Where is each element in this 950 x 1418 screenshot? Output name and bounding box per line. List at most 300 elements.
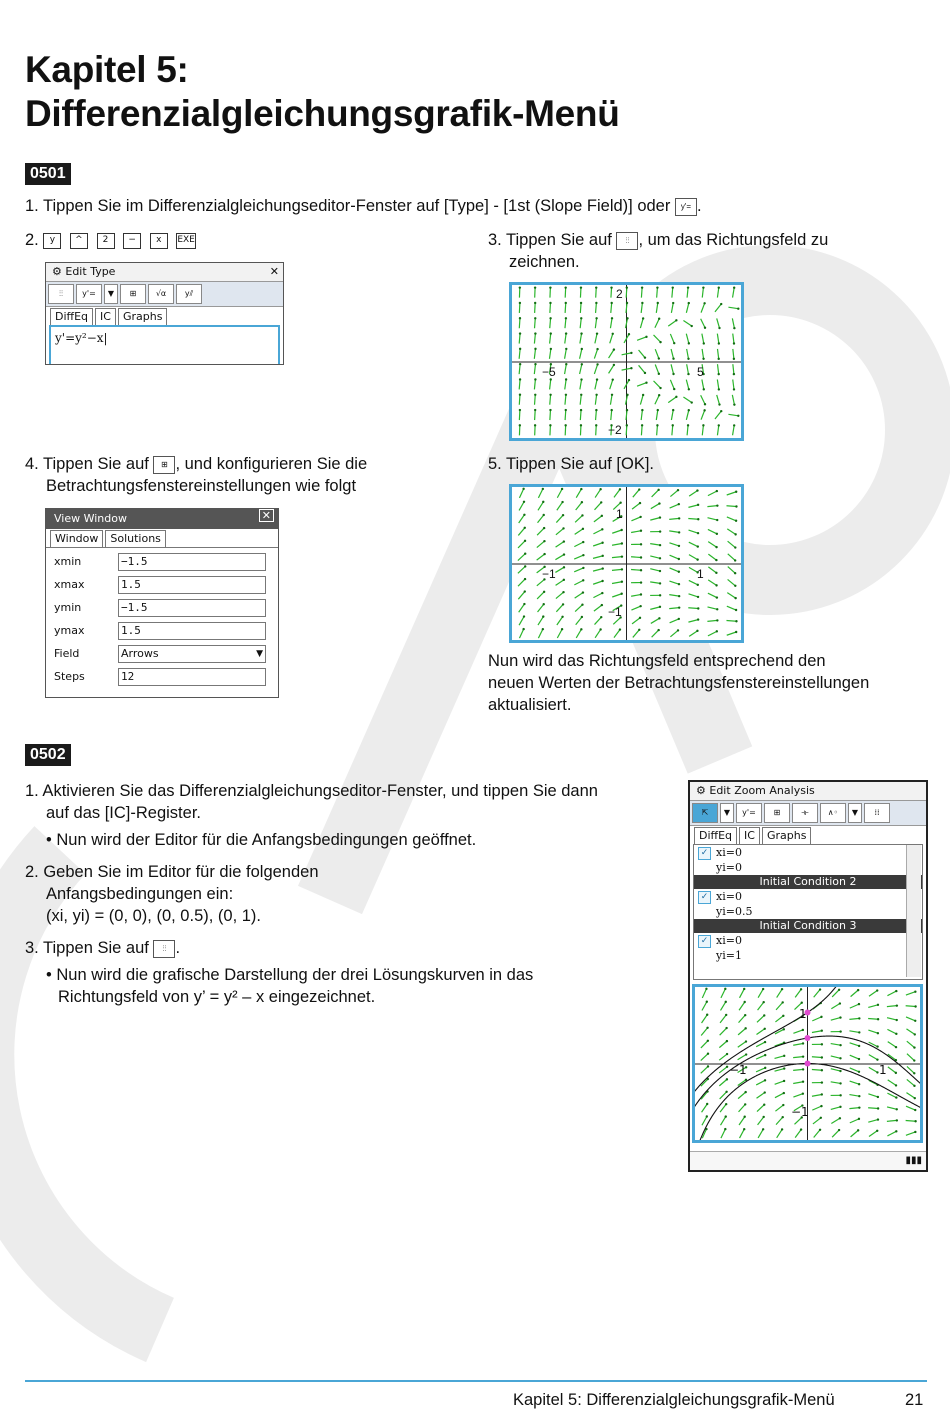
arrow-head	[762, 988, 764, 990]
arrow-head	[561, 628, 563, 630]
menu-zoom[interactable]: Zoom	[734, 784, 766, 797]
type-icon[interactable]: y'=	[76, 284, 102, 304]
slope-arrow	[595, 617, 602, 624]
gear-icon[interactable]: ⚙	[696, 784, 706, 797]
arrow-head	[599, 628, 601, 630]
steps-field[interactable]: 12	[118, 668, 266, 686]
slope-arrow	[565, 379, 566, 389]
slope-arrow	[535, 395, 536, 405]
slope-arrow	[831, 1107, 841, 1110]
slope-field-arrows	[512, 285, 741, 438]
arrow-head	[877, 1018, 879, 1020]
slope-arrow	[596, 425, 597, 435]
slope-arrow	[580, 395, 581, 405]
arrow-head	[562, 603, 564, 605]
slope-arrow	[720, 1104, 726, 1112]
arrow-head	[601, 592, 603, 594]
arrow-head	[706, 1103, 708, 1105]
slope-arrow	[639, 350, 645, 358]
close-icon[interactable]: ✕	[259, 509, 274, 522]
slope-arrow	[831, 1118, 840, 1123]
arrow-head	[702, 424, 704, 426]
slope-arrow	[831, 1082, 841, 1084]
arrow-head	[659, 594, 661, 596]
arrow-head	[678, 618, 680, 620]
arrow-head	[678, 595, 680, 597]
arrow-head	[534, 286, 536, 288]
slope-arrow	[849, 1031, 859, 1033]
slope-arrow	[687, 425, 688, 435]
slope-arrow	[689, 530, 699, 533]
slope-arrow	[556, 592, 564, 598]
field-select[interactable]: Arrows ▼	[118, 645, 266, 663]
slope-arrow	[550, 395, 551, 405]
ymax-field[interactable]: 1.5	[118, 622, 266, 640]
slope-arrow	[728, 541, 736, 547]
tab-ic[interactable]: IC	[739, 827, 760, 844]
sketch-icon[interactable]: ∧◦	[820, 803, 846, 823]
editor-tabs	[46, 307, 283, 325]
toolbar	[690, 801, 926, 826]
slope-arrow	[669, 581, 679, 584]
check-icon[interactable]: ✓	[698, 935, 711, 948]
arrow-head	[745, 1040, 747, 1042]
arrow-head	[522, 488, 524, 490]
slope-arrow	[683, 320, 691, 326]
slope-arrow	[565, 303, 566, 313]
slope-arrow	[721, 1117, 726, 1126]
ic-line[interactable]: ✓ xi=0	[694, 845, 922, 860]
arrow-head	[640, 581, 642, 583]
slope-arrow	[702, 1117, 707, 1126]
arrow-head	[688, 342, 690, 344]
arrow-head	[641, 424, 643, 426]
slope-arrow	[906, 1121, 916, 1122]
arrow-head	[644, 372, 646, 374]
slope-arrow	[721, 989, 725, 998]
slope-arrow	[668, 397, 676, 403]
arrow-head	[702, 358, 704, 360]
arrow-head	[733, 403, 735, 405]
step-5-note: Nun wird das Richtungsfeld entsprechend den neuen Werten der Betrachtungsfenstereinstellungen aktualisiert.	[488, 652, 870, 714]
arrow-head	[612, 333, 614, 335]
slope-arrow	[688, 519, 698, 520]
ic-solution-graph	[692, 984, 923, 1143]
arrow-head	[612, 378, 614, 380]
tab-graphs[interactable]: Graphs	[118, 308, 167, 325]
ic-line[interactable]: yi=1	[716, 949, 742, 962]
arrow-head	[580, 394, 582, 396]
slope-arrow	[538, 515, 544, 523]
arrow-head	[602, 567, 604, 569]
slope-arrow	[689, 555, 698, 560]
slope-arrow	[580, 380, 582, 390]
arrow-head	[913, 1085, 915, 1087]
slope-arrow	[519, 410, 520, 420]
slope-arrow	[640, 395, 643, 405]
arrow-head	[619, 502, 621, 504]
slope-arrow	[555, 567, 564, 572]
arrow-head	[596, 378, 598, 380]
slope-arrow	[519, 349, 520, 359]
arrow-head	[534, 302, 536, 304]
slope-arrow	[574, 542, 583, 547]
arrow-head	[877, 1107, 879, 1109]
slope-arrow	[887, 1029, 896, 1033]
arrow-head	[705, 988, 707, 990]
slope-arrow	[756, 1080, 765, 1085]
slope-arrow	[593, 581, 602, 584]
arrow-head	[550, 332, 552, 334]
arrow-head	[839, 1082, 841, 1084]
arrow-head	[549, 409, 551, 411]
slope-arrow	[669, 543, 679, 546]
slope-arrow	[614, 630, 620, 638]
slope-arrow	[728, 554, 735, 561]
arrow-head	[621, 555, 623, 557]
arrow-head	[639, 502, 641, 504]
arrow-head	[896, 1108, 898, 1110]
tab-solutions[interactable]: Solutions	[105, 530, 166, 547]
arrow-head	[735, 609, 737, 611]
slope-arrow	[793, 1030, 802, 1033]
slope-arrow	[518, 554, 525, 561]
arrow-head	[821, 1056, 823, 1058]
slope-arrow	[670, 568, 679, 572]
arrow-head	[534, 394, 536, 396]
arrow-head	[716, 596, 718, 598]
arrow-head	[895, 1130, 897, 1132]
arrow-head	[839, 1070, 841, 1072]
arrow-head	[716, 608, 718, 610]
arrow-head	[876, 1045, 878, 1047]
check-icon[interactable]: ✓	[698, 847, 711, 860]
slope-arrow	[639, 365, 645, 373]
arrow-head	[563, 566, 565, 568]
arrow-head	[642, 317, 644, 319]
slope-arrow	[519, 395, 520, 405]
slope-arrow	[708, 607, 718, 609]
arrow-head	[658, 373, 660, 375]
arrow-head	[565, 348, 567, 350]
step-2: 2. y ^ 2 − x EXE	[25, 231, 195, 249]
arrow-head	[802, 1029, 804, 1031]
slope-arrow	[777, 989, 782, 997]
slope-arrow	[688, 620, 698, 623]
slope-arrow	[758, 1129, 763, 1138]
menu-bar	[46, 263, 283, 282]
slope-arrow	[518, 528, 524, 536]
ic-line[interactable]: yi=0	[716, 861, 742, 874]
chevron-down-icon: ▼	[256, 648, 263, 659]
arrow-head	[534, 424, 536, 426]
arrow-head	[640, 543, 642, 545]
arrow-head	[716, 619, 718, 621]
slope-field-icon: ⫶⫶	[616, 232, 638, 250]
check-icon[interactable]: ✓	[698, 891, 711, 904]
arrow-head	[896, 1119, 898, 1121]
arrow-head	[564, 424, 566, 426]
slope-arrow	[849, 1018, 859, 1019]
slope-arrow	[518, 579, 525, 586]
scrollbar[interactable]	[906, 845, 921, 977]
slope-arrow	[687, 288, 688, 298]
ymin-field[interactable]: −1.5	[118, 599, 266, 617]
arrow-head	[601, 604, 603, 606]
slope-arrow	[701, 303, 705, 312]
slope-arrow	[888, 1080, 896, 1086]
arrow-head	[611, 394, 613, 396]
arrow-head	[802, 1068, 804, 1070]
slope-arrow	[756, 1068, 765, 1072]
arrow-head	[744, 1001, 746, 1003]
gear-icon[interactable]: ⚙	[52, 265, 62, 278]
slope-arrow	[708, 631, 717, 636]
ic-line[interactable]: ✓ xi=0	[694, 933, 922, 948]
xmax-field[interactable]: 1.5	[118, 576, 266, 594]
tab-graphs[interactable]: Graphs	[762, 827, 811, 844]
arrow-head	[581, 363, 583, 365]
slope-arrow	[813, 1118, 821, 1124]
arrow-head	[783, 1092, 785, 1094]
slope-arrow	[534, 379, 535, 389]
pointer-icon[interactable]: ⇱	[692, 803, 718, 823]
arrow-head	[639, 516, 641, 518]
tab-diffeq[interactable]: DiffEq	[694, 827, 737, 844]
slope-arrow	[576, 502, 582, 510]
slope-arrow	[887, 1018, 897, 1020]
slope-arrow	[717, 364, 718, 374]
slope-arrow	[626, 288, 627, 298]
view-window-icon[interactable]: ⊞	[764, 803, 790, 823]
slope-arrow	[702, 1002, 707, 1011]
arrow-head	[580, 332, 582, 334]
slope-arrow	[727, 593, 735, 598]
menu-type[interactable]: Type	[90, 265, 116, 278]
arrow-head	[644, 356, 646, 358]
slope-arrow	[565, 410, 566, 420]
slope-arrow	[719, 1079, 727, 1086]
arrow-head	[783, 1067, 785, 1069]
slope-arrow	[633, 490, 639, 498]
arrow-head	[781, 1128, 783, 1130]
slope-arrow	[708, 580, 716, 585]
slope-arrow	[672, 425, 673, 435]
arrow-head	[658, 502, 660, 504]
slope-arrow	[612, 530, 621, 533]
slope-arrow	[631, 531, 641, 533]
slope-arrow	[887, 991, 896, 996]
slope-arrow	[683, 397, 691, 403]
slope-arrow	[732, 395, 734, 405]
slope-arrow	[670, 555, 679, 559]
slope-arrow	[671, 303, 673, 313]
arrow-head	[565, 394, 567, 396]
slope-arrow	[758, 1002, 764, 1010]
slope-arrow	[565, 364, 567, 374]
arrow-head	[858, 1095, 860, 1097]
x-axis-label-right: 1	[879, 1063, 887, 1077]
arrow-head	[839, 1016, 841, 1018]
ic-editor-screen	[688, 780, 928, 1172]
slope-arrow	[775, 1016, 783, 1022]
arrow-head	[523, 514, 525, 516]
slope-arrow	[594, 364, 597, 373]
slope-arrow	[869, 1067, 878, 1072]
arrow-head	[725, 1027, 727, 1029]
slope-arrow	[775, 1069, 785, 1072]
slope-arrow	[641, 288, 642, 298]
arrow-head	[582, 579, 584, 581]
arrow-head	[718, 403, 720, 405]
slope-arrow	[593, 529, 602, 534]
arrow-head	[641, 286, 643, 288]
sqrt-icon[interactable]: √α	[148, 284, 174, 304]
slope-arrow	[609, 350, 614, 358]
slope-arrow	[688, 608, 698, 609]
arrow-head	[565, 302, 567, 304]
slope-arrow	[518, 566, 525, 573]
arrow-head	[595, 302, 597, 304]
arrow-head	[565, 409, 567, 411]
slope-arrow	[610, 334, 613, 344]
slope-arrow	[868, 1094, 877, 1097]
arrow-head	[744, 1091, 746, 1093]
slope-arrow	[596, 410, 597, 420]
arrow-head	[743, 1128, 745, 1130]
arrow-head	[718, 327, 720, 329]
arrow-head	[715, 584, 717, 586]
slope-arrow	[727, 529, 735, 534]
equation-input[interactable]: y'=y²−x|	[49, 325, 280, 365]
table-icon[interactable]: ⁞⁞	[864, 803, 890, 823]
step-3: 3. Tippen Sie auf ⫶⫶ , um das Richtungsfeld zu zeichnen.	[488, 231, 829, 271]
arrow-head	[524, 565, 526, 567]
menu-edit[interactable]: Edit	[65, 265, 87, 278]
slope-arrow	[550, 410, 551, 420]
arrow-head	[688, 409, 690, 411]
arrow-head	[781, 988, 783, 990]
slope-arrow	[733, 364, 734, 374]
arrow-head	[519, 317, 521, 319]
ic-line[interactable]: ✓ xi=0	[694, 889, 922, 904]
arrow-head	[821, 1069, 823, 1071]
close-icon[interactable]: ✕	[269, 265, 279, 278]
graph-icon[interactable]: y⫽	[176, 284, 202, 304]
arrow-head	[602, 555, 604, 557]
arrow-head	[802, 1093, 804, 1095]
arrow-head	[601, 528, 603, 530]
slope-arrow	[832, 1130, 839, 1137]
arrow-head	[580, 628, 582, 630]
arrow-head	[610, 409, 612, 411]
slope-arrow	[869, 1055, 878, 1060]
tab-window[interactable]: Window	[50, 530, 103, 547]
slope-arrow	[670, 504, 679, 508]
slope-arrow	[701, 395, 705, 404]
arrow-head	[620, 529, 622, 531]
slope-arrow	[595, 334, 597, 344]
arrow-head	[763, 1014, 765, 1016]
chevron-down-icon[interactable]: ▼	[848, 803, 862, 823]
arrow-head	[564, 286, 566, 288]
slope-arrow	[519, 303, 520, 313]
slope-arrow	[793, 1094, 802, 1097]
slope-arrow	[537, 592, 544, 599]
view-window-icon[interactable]: ⊞	[120, 284, 146, 304]
slope-arrow	[740, 989, 745, 998]
arrow-head	[626, 409, 628, 411]
slope-arrow	[793, 1043, 803, 1045]
slope-arrow	[868, 1108, 878, 1109]
ic-line[interactable]: yi=0.5	[716, 905, 753, 918]
arrow-head	[542, 615, 544, 617]
slope-arrow	[739, 1002, 745, 1010]
arrow-head	[707, 1052, 709, 1054]
slope-arrow	[637, 337, 646, 340]
chevron-down-icon[interactable]: ▼	[720, 803, 734, 823]
arrow-head	[802, 1042, 804, 1044]
arrow-head	[657, 489, 659, 491]
arrow-head	[895, 1033, 897, 1035]
xmin-field[interactable]: −1.5	[118, 553, 266, 571]
chevron-down-icon[interactable]: ▼	[104, 284, 118, 304]
slope-arrow	[702, 349, 703, 359]
arrow-head	[733, 424, 735, 426]
slope-arrow	[812, 1106, 821, 1110]
arrow-head	[895, 990, 897, 992]
tab-ic[interactable]: IC	[95, 308, 116, 325]
menu-analysis[interactable]: Analysis	[769, 784, 815, 797]
slope-arrow	[715, 411, 721, 419]
slope-arrow	[733, 334, 734, 344]
arrow-head	[783, 1055, 785, 1057]
slope-arrow	[519, 379, 520, 389]
arrow-head	[524, 527, 526, 529]
slope-arrow	[775, 1093, 784, 1098]
slope-arrow	[612, 544, 622, 546]
arrow-head	[561, 616, 563, 618]
slope-field-icon[interactable]: ⫶⫶	[48, 284, 74, 304]
slope-arrow	[535, 410, 536, 420]
y-axis-label-top: 1	[616, 507, 623, 521]
slope-arrow	[612, 569, 622, 570]
menu-edit[interactable]: Edit	[709, 784, 731, 797]
arrow-head	[896, 1019, 898, 1021]
arrow-head	[613, 364, 615, 366]
key-2: 2	[97, 233, 115, 249]
tab-diffeq[interactable]: DiffEq	[50, 308, 93, 325]
key-exe: EXE	[176, 233, 196, 249]
arrow-head	[706, 1115, 708, 1117]
arrow-head	[697, 504, 699, 506]
slope-arrow	[887, 1120, 897, 1121]
arrow-head	[764, 1028, 766, 1030]
trace-icon[interactable]: ⟛	[792, 803, 818, 823]
arrow-head	[523, 501, 525, 503]
slope-arrow	[812, 1031, 822, 1033]
slope-arrow	[869, 1131, 877, 1137]
slope-arrow	[656, 303, 657, 313]
x-axis-label-left: −1	[729, 1063, 747, 1077]
slope-arrow	[831, 1069, 841, 1071]
slope-arrow	[850, 1043, 859, 1046]
arrow-head	[582, 554, 584, 556]
type-icon[interactable]: y'=	[736, 803, 762, 823]
slope-arrow	[775, 1056, 785, 1059]
slope-arrow	[519, 629, 523, 638]
initial-condition-point	[805, 1035, 811, 1041]
